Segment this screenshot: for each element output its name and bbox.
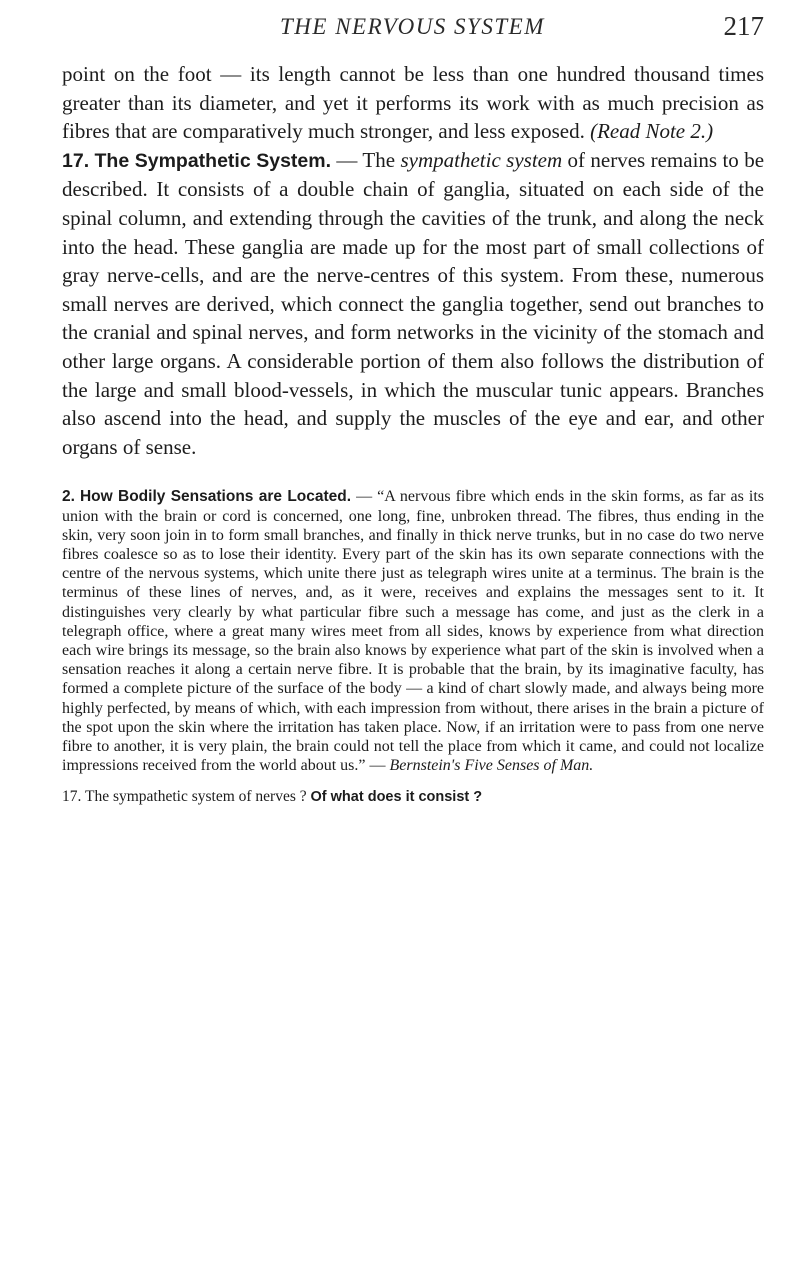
section-dash: — The [331, 147, 401, 172]
page-number: 217 [723, 11, 764, 41]
note-heading: How Bodily Sensations are Located. [79, 488, 352, 506]
main-text [62, 60, 764, 461]
footnote-block [62, 487, 764, 775]
section-body-text: of nerves remains to be described. It consists of a double chain of ganglia, situated on each side of the spinal column, and extending through the cavities of the trunk, and along the neck into the head. These ganglia are made up for the most part of small collections of gray nerve-cells, and are the nerve-centres of this system. From these, numerous small nerves are derived, which connect the ganglia together, send out branches to the cranial and spinal nerves, and form networks in the vicinity of the stomach and other large organs. A considerable portion of them also follows the distribution of the large and small blood-vessels, in which the muscular tunic appears. Branches also ascend into the head, and supply the muscles of the eye and ear, and other organs of sense. [62, 147, 765, 459]
running-head [62, 0, 764, 60]
note-number: 2. [62, 488, 75, 506]
book-page [62, 0, 764, 807]
section-number: 17. [62, 149, 90, 172]
note-source: Bernstein's Five Senses of Man. [389, 757, 594, 775]
running-title: THE NERVOUS SYSTEM [280, 14, 545, 39]
section-17-paragraph [62, 146, 764, 462]
section-italic-term: sympathetic system [400, 147, 563, 172]
paragraph-continuation-text: point on the foot — its length cannot be less than one hundred thousand times greater than its diameter, and yet it performs its work with as much precision as fibres that are comparatively much stronger, and less exposed. [62, 62, 764, 144]
section-title: The Sympathetic System. [94, 149, 332, 172]
note-reference: (Read Note 2.) [590, 119, 714, 144]
question-number: 17. [62, 788, 82, 806]
question-plain-text: The sympathetic system of nerves ? [81, 788, 311, 806]
question-bold-text: Of what does it consist ? [310, 789, 483, 806]
note-body-text: — “A nervous fibre which ends in the skin forms, as far as its union with the brain or cord is concerned, one long, fine, unbroken thread. The fibres, thus ending in the skin, very soon join in to form small branches, and finally in thick nerve trunks, but in no case do two nerve fibres coalesce so as to lose their identity. Every part of the skin has its own separate connections with the centre of the nervous systems, which unite there just as telegraph wires unite at a terminus. The brain is the terminus of these lines of nerves, and, as it were, receives and explains the messages sent to it. It distinguishes very clearly by what particular fibre such a message has come, and just as the clerk in a telegraph office, where a great many wires meet from all sides, knows by experience from what direction each wire brings its message, so the brain also knows by experience what part of the skin is involved when a sensation reaches it along a certain nerve fibre. It is probable that the brain, by its imaginative faculty, has formed a complete picture of the surface of the body — a kind of chart slowly made, and always being more highly perfected, by means of which, with each impression from without, there arises in the brain a picture of the spot upon the skin where the irritation has taken place. Now, if an irritation were to pass from one nerve fibre to another, it is very plain, the brain could not tell the place from which it came, and could not localize impressions received from the world about us.” — [62, 488, 764, 775]
review-question [62, 787, 764, 807]
paragraph-continuation [62, 60, 764, 146]
